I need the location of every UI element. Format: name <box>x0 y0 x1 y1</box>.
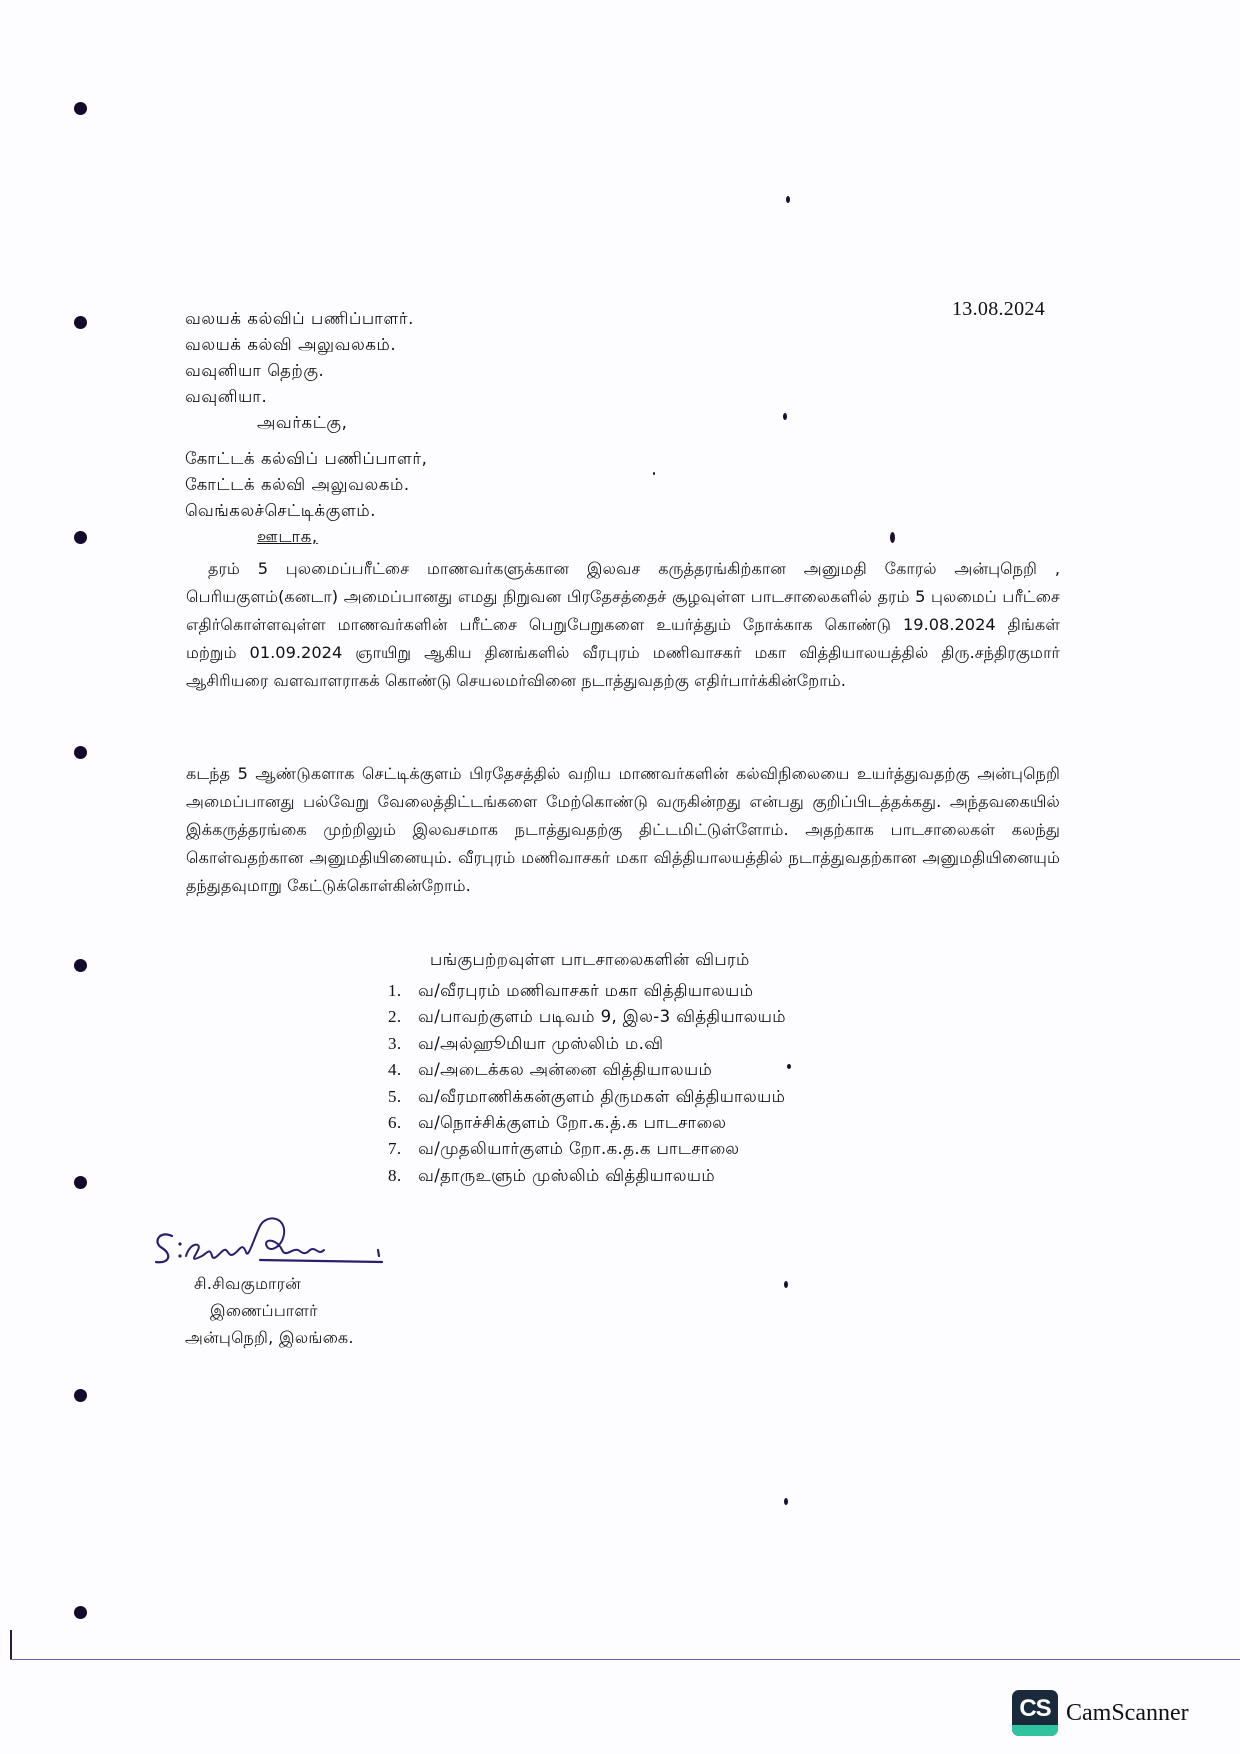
school-name: வ/முதலியார்குளம் றோ.க.த.க பாடசாலை <box>418 1139 740 1159</box>
scan-speck <box>890 532 895 543</box>
school-name: வ/வீரபுரம் மணிவாசகர் மகா வித்தியாலயம் <box>418 981 754 1000</box>
salutation: அவர்கட்கு, <box>257 413 348 432</box>
punch-hole-dot <box>74 102 87 115</box>
list-item: 5. வ/வீரமாணிக்கன்குளம் திருமகள் வித்தியாலயம் <box>388 1086 786 1106</box>
school-name: வ/நொச்சிக்குளம் றோ.க.த்.க பாடசாலை <box>418 1113 727 1133</box>
recipient-line: வலயக் கல்விப் பணிப்பாளர். <box>185 309 414 328</box>
punch-hole-dot <box>74 1389 87 1402</box>
signatory-organization: அன்புநெறி, இலங்கை. <box>185 1328 354 1347</box>
camscanner-logo-accent <box>1012 1725 1058 1736</box>
scan-speck <box>653 472 655 475</box>
camscanner-brand-name: CamScanner <box>1066 1699 1189 1726</box>
list-item: 8. வ/தாருஉளும் முஸ்லிம் வித்தியாலயம் <box>388 1165 716 1185</box>
paragraph-text: கடந்த 5 ஆண்டுகளாக செட்டிக்குளம் பிரதேசத்தில் வறிய மாணவர்களின் கல்விநிலையை உயர்த்துவதற்கு அன்புநெறி அமைப்பானது பல்வேறு வேலைத்திட்டங்களை மேற்கொண்டு வருகின்றது என்பது குறிப்பிடத்தக்கது. அந்தவகையில் இக்கருத்தரங்கை முற்றிலும் இலவசமாக நடாத்துவதற்கு திட்டமிட்டுள்ளோம். அதற்காக பாடசாலைகள் கலந்து கொள்வதற்கான அனுமதியினையும். வீரபுரம் மணிவாசகர் மகா வித்தியாலயத்தில் நடாத்துவதற்கான அனுமதியினையும் தந்துதவுமாறு கேட்டுக்கொள்கின்றோம். <box>186 764 1060 895</box>
scan-speck <box>783 413 787 420</box>
list-item: 7. வ/முதலியார்குளம் றோ.க.த.க பாடசாலை <box>388 1139 740 1159</box>
recipient-line: வலயக் கல்வி அலுவலகம். <box>185 335 397 354</box>
body-paragraph-2 <box>186 760 1060 900</box>
via-label: ஊடாக, <box>257 527 318 546</box>
punch-hole-dot <box>74 1176 87 1189</box>
list-item: 2. வ/பாவற்குளம் படிவம் 9, இல-3 வித்தியாலயம் <box>388 1007 786 1027</box>
punch-hole-dot <box>74 959 87 972</box>
scan-edge-left <box>10 1630 12 1660</box>
scan-edge-bottom <box>10 1659 1240 1660</box>
list-item: 6. வ/நொச்சிக்குளம் றோ.க.த்.க பாடசாலை <box>388 1113 727 1133</box>
punch-hole-dot <box>74 1606 87 1619</box>
letter-date: 13.08.2024 <box>952 298 1045 320</box>
signatory-block <box>185 1270 354 1351</box>
via-address <box>185 446 427 550</box>
via-line: கோட்டக் கல்வி அலுவலகம். <box>185 475 410 494</box>
list-item: 3. வ/அல்ஹூமியா முஸ்லிம் ம.வி <box>388 1033 664 1053</box>
via-line: கோட்டக் கல்விப் பணிப்பாளர், <box>185 449 428 468</box>
list-item: 1. வ/வீரபுரம் மணிவாசகர் மகா வித்தியாலயம் <box>388 981 754 1000</box>
via-line: வெங்கலச்செட்டிக்குளம். <box>185 501 377 520</box>
recipient-address <box>185 306 414 436</box>
paragraph-text: தரம் 5 புலமைப்பரீட்சை மாணவர்களுக்கான இலவச கருத்தரங்கிற்கான அனுமதி கோரல் அன்புநெறி , பெரியகுளம்(கனடா) அமைப்பானது எமது நிறுவன பிரதேசத்தைச் சூழவுள்ள பாடசாலைகளில் தரம் 5 புலமைப் பரீட்சை எதிர்கொள்ளவுள்ள மாணவர்களின் பரீட்சை பெறுபேறுகளை உயர்த்தும் நோக்காக கொண்டு 19.08.2024 திங்கள் மற்றும் 01.09.2024 ஞாயிறு ஆகிய தினங்களில் வீரபுரம் மணிவாசகர் மகா வித்தியாலயத்தில் திரு.சந்திரகுமார் ஆசிரியரை வளவாளராகக் கொண்டு செயலமர்வினை நடாத்துவதற்கு எதிர்பார்க்கின்றோம். <box>186 559 1060 690</box>
schools-list-title: பங்குபற்றவுள்ள பாடசாலைகளின் விபரம் <box>430 950 750 969</box>
recipient-line: வவுனியா. <box>185 387 268 406</box>
schools-list <box>388 978 786 1189</box>
scan-speck <box>784 1498 788 1505</box>
camscanner-logo-text: CS <box>1019 1695 1051 1722</box>
body-paragraph-1 <box>186 555 1060 695</box>
recipient-line: வவுனியா தெற்கு. <box>185 361 325 380</box>
school-name: வ/அடைக்கல அன்னை வித்தியாலயம் <box>418 1060 713 1080</box>
scan-speck <box>786 196 790 203</box>
school-name: வ/வீரமாணிக்கன்குளம் திருமகள் வித்தியாலயம் <box>418 1086 786 1106</box>
scan-speck <box>787 1064 791 1069</box>
school-name: வ/தாருஉளும் முஸ்லிம் வித்தியாலயம் <box>418 1165 716 1185</box>
camscanner-watermark <box>1012 1690 1189 1736</box>
school-name: வ/அல்ஹூமியா முஸ்லிம் ம.வி <box>418 1033 664 1053</box>
signatory-name: சி.சிவகுமாரன் <box>194 1274 302 1293</box>
camscanner-logo-icon <box>1012 1690 1058 1736</box>
scan-speck <box>784 1281 788 1288</box>
handwritten-signature <box>150 1212 400 1272</box>
list-item: 4. வ/அடைக்கல அன்னை வித்தியாலயம் <box>388 1060 713 1080</box>
punch-hole-dot <box>74 316 87 329</box>
punch-hole-dot <box>74 531 87 544</box>
signatory-title: இணைப்பாளர் <box>210 1301 318 1320</box>
punch-hole-dot <box>74 746 87 759</box>
school-name: வ/பாவற்குளம் படிவம் 9, இல-3 வித்தியாலயம் <box>418 1007 786 1027</box>
